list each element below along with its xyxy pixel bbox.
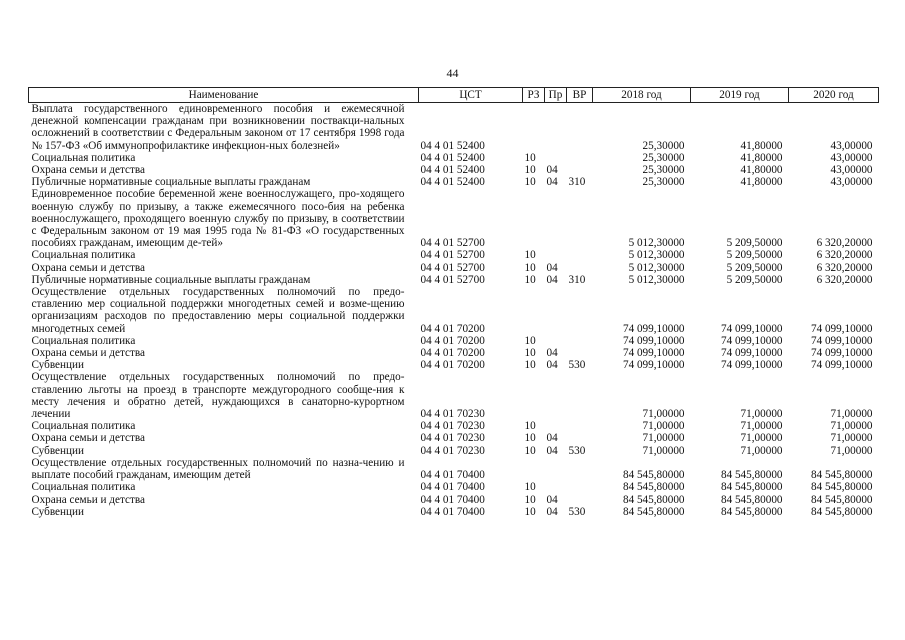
row-value-2020: 71,00000 xyxy=(830,432,873,445)
row-rz: 10 xyxy=(524,347,536,360)
row-name: Охрана семьи и детства xyxy=(31,432,145,445)
row-value-2020: 43,00000 xyxy=(830,164,873,177)
row-cst: 04 4 01 52700 xyxy=(420,249,485,262)
row-pr: 04 xyxy=(546,444,558,457)
row-vr xyxy=(567,262,593,274)
row-value-2020: 71,00000 xyxy=(830,420,873,433)
table-row xyxy=(29,103,879,152)
row-rz: 10 xyxy=(524,493,536,506)
table-row xyxy=(29,249,879,261)
row-rz: 10 xyxy=(524,151,536,164)
row-value-2019: 5 209,50000 xyxy=(726,237,783,250)
row-rz: 10 xyxy=(524,432,536,445)
row-value-2020: 74 099,10000 xyxy=(810,359,873,372)
header-rz: РЗ xyxy=(523,88,545,103)
row-pr: 04 xyxy=(546,493,558,506)
row-name: Социальная политика xyxy=(31,249,136,262)
row-name: Единовременное пособие беременной жене военнослужащего, про-ходящего военную службу по призыву, а также ежемесячного посо-бия на ребенка военнослужащего, проходящего военную службу по призыву, в соответствии с Федеральным законом от 19 мая 1995 года № 81-ФЗ «О государственных пособиях гражданам, имеющим де-тей» xyxy=(31,188,405,250)
row-value-2018: 5 012,30000 xyxy=(628,249,685,262)
row-name: Субвенции xyxy=(31,505,84,518)
row-value-2020: 84 545,80000 xyxy=(810,493,873,506)
row-value-2019: 74 099,10000 xyxy=(720,322,783,335)
row-value-2019: 74 099,10000 xyxy=(720,334,783,347)
row-cst: 04 4 01 70400 xyxy=(420,469,485,482)
row-value-2020: 6 320,20000 xyxy=(816,237,873,250)
row-value-2019: 71,00000 xyxy=(740,420,783,433)
row-name: Социальная политика xyxy=(31,420,136,433)
row-value-2020: 74 099,10000 xyxy=(810,322,873,335)
row-vr xyxy=(567,249,593,261)
row-rz: 10 xyxy=(524,249,536,262)
row-value-2018: 71,00000 xyxy=(642,420,685,433)
row-name: Осуществление отдельных государственных полномочий по предо-ставлению льготы на проезд в транспорте междугородного сообще-ния к месту лечения и обратно детей, нуждающихся в санаторно-курортном лечении xyxy=(31,371,405,421)
row-value-2020: 6 320,20000 xyxy=(816,249,873,262)
row-name: Осуществление отдельных государственных полномочий по предо-ставлению мер социальной поддержки многодетных семей и возме-щению организациям расходов по предоставлению меры социальной поддержки многодетных семей xyxy=(31,286,405,335)
row-pr: 04 xyxy=(546,164,558,177)
row-value-2018: 25,30000 xyxy=(642,151,685,164)
row-cst: 04 4 01 70400 xyxy=(420,481,485,494)
header-2019: 2019 год xyxy=(691,88,789,103)
table-row xyxy=(29,286,879,335)
row-rz: 10 xyxy=(524,481,536,494)
row-vr xyxy=(567,335,593,347)
row-value-2019: 5 209,50000 xyxy=(726,249,783,262)
row-vr: 530 xyxy=(568,444,586,457)
row-rz xyxy=(523,286,545,335)
row-value-2019: 71,00000 xyxy=(740,444,783,457)
table-row xyxy=(29,359,879,371)
row-value-2018: 71,00000 xyxy=(642,432,685,445)
row-value-2019: 5 209,50000 xyxy=(726,273,783,286)
row-pr xyxy=(545,481,567,493)
row-rz: 10 xyxy=(524,164,536,177)
table-row xyxy=(29,274,879,286)
row-cst: 04 4 01 70230 xyxy=(420,444,485,457)
row-vr xyxy=(567,420,593,432)
row-rz xyxy=(523,188,545,249)
row-rz xyxy=(523,457,545,481)
row-pr: 04 xyxy=(546,261,558,274)
row-pr xyxy=(545,420,567,432)
row-name: Охрана семьи и детства xyxy=(31,493,145,506)
row-cst: 04 4 01 70200 xyxy=(420,334,485,347)
header-pr: Пр xyxy=(545,88,567,103)
row-cst: 04 4 01 52700 xyxy=(420,237,485,250)
row-rz xyxy=(523,103,545,152)
row-pr xyxy=(545,188,567,249)
row-value-2018: 71,00000 xyxy=(642,444,685,457)
row-vr xyxy=(567,188,593,249)
page-number: 44 xyxy=(446,66,459,80)
row-value-2020: 43,00000 xyxy=(830,176,873,189)
row-pr: 04 xyxy=(546,359,558,372)
row-rz: 10 xyxy=(524,505,536,518)
table-row xyxy=(29,347,879,359)
row-value-2018: 71,00000 xyxy=(642,408,685,421)
row-cst: 04 4 01 70200 xyxy=(420,347,485,360)
row-cst: 04 4 01 70200 xyxy=(420,359,485,372)
row-value-2019: 84 545,80000 xyxy=(720,481,783,494)
row-value-2020: 84 545,80000 xyxy=(810,469,873,482)
table-row xyxy=(29,152,879,164)
header-2018: 2018 год xyxy=(593,88,691,103)
row-name: Социальная политика xyxy=(31,151,136,164)
row-pr: 04 xyxy=(546,176,558,189)
row-name: Выплата государственного единовременного пособия и ежемесячной денежной компенсации гражданам при возникновении поствакци-нальных осложнений в соответствии с Федеральным законом от 17 сентября 1998 года № 157-ФЗ «Об иммунопрофилактике инфекцион-ных болезней» xyxy=(31,103,405,152)
row-pr: 04 xyxy=(546,273,558,286)
row-name: Осуществление отдельных государственных полномочий по назна-чению и выплате пособий гражданам, имеющим детей xyxy=(31,456,405,482)
row-value-2018: 5 012,30000 xyxy=(628,237,685,250)
row-value-2018: 84 545,80000 xyxy=(622,493,685,506)
table-row xyxy=(29,420,879,432)
table-row xyxy=(29,371,879,420)
row-value-2019: 41,80000 xyxy=(740,151,783,164)
row-value-2018: 84 545,80000 xyxy=(622,469,685,482)
row-name: Субвенции xyxy=(31,444,84,457)
row-value-2020: 74 099,10000 xyxy=(810,334,873,347)
row-vr xyxy=(567,164,593,176)
row-vr: 310 xyxy=(568,176,586,189)
row-value-2019: 41,80000 xyxy=(740,164,783,177)
row-pr xyxy=(545,371,567,420)
table-row xyxy=(29,506,879,518)
row-pr xyxy=(545,152,567,164)
row-name: Публичные нормативные социальные выплаты гражданам xyxy=(31,176,311,189)
row-cst: 04 4 01 52700 xyxy=(420,261,485,274)
row-value-2018: 74 099,10000 xyxy=(622,334,685,347)
table-row xyxy=(29,164,879,176)
header-cst: ЦСТ xyxy=(419,88,523,103)
row-name: Социальная политика xyxy=(31,334,136,347)
row-value-2020: 6 320,20000 xyxy=(816,273,873,286)
row-pr xyxy=(545,335,567,347)
row-value-2020: 71,00000 xyxy=(830,444,873,457)
row-cst: 04 4 01 52400 xyxy=(420,176,485,189)
row-pr xyxy=(545,249,567,261)
row-value-2019: 41,80000 xyxy=(740,139,783,152)
row-value-2018: 25,30000 xyxy=(642,164,685,177)
row-value-2019: 71,00000 xyxy=(740,432,783,445)
row-value-2019: 84 545,80000 xyxy=(720,505,783,518)
header-name: Наименование xyxy=(29,88,419,103)
row-pr: 04 xyxy=(546,432,558,445)
header-vr: ВР xyxy=(567,88,593,103)
table-row xyxy=(29,335,879,347)
row-name: Социальная политика xyxy=(31,481,136,494)
row-rz: 10 xyxy=(524,444,536,457)
row-value-2020: 6 320,20000 xyxy=(816,261,873,274)
row-pr: 04 xyxy=(546,505,558,518)
row-vr: 530 xyxy=(568,505,586,518)
row-cst: 04 4 01 70230 xyxy=(420,432,485,445)
row-pr xyxy=(545,103,567,152)
row-value-2019: 84 545,80000 xyxy=(720,493,783,506)
row-rz: 10 xyxy=(524,359,536,372)
row-value-2019: 74 099,10000 xyxy=(720,359,783,372)
row-value-2019: 74 099,10000 xyxy=(720,347,783,360)
row-value-2018: 84 545,80000 xyxy=(622,481,685,494)
row-vr xyxy=(567,347,593,359)
row-value-2019: 5 209,50000 xyxy=(726,261,783,274)
table-row xyxy=(29,494,879,506)
table-row xyxy=(29,432,879,444)
row-value-2020: 84 545,80000 xyxy=(810,481,873,494)
row-name: Охрана семьи и детства xyxy=(31,347,145,360)
row-vr xyxy=(567,286,593,335)
row-cst: 04 4 01 70400 xyxy=(420,493,485,506)
table-row xyxy=(29,445,879,457)
row-vr xyxy=(567,371,593,420)
row-cst: 04 4 01 70230 xyxy=(420,408,485,421)
table-row xyxy=(29,188,879,249)
row-name: Субвенции xyxy=(31,359,84,372)
row-cst: 04 4 01 52700 xyxy=(420,273,485,286)
row-rz: 10 xyxy=(524,420,536,433)
row-value-2020: 43,00000 xyxy=(830,151,873,164)
row-value-2018: 74 099,10000 xyxy=(622,347,685,360)
row-value-2020: 43,00000 xyxy=(830,139,873,152)
row-value-2020: 84 545,80000 xyxy=(810,505,873,518)
table-row xyxy=(29,481,879,493)
row-value-2020: 71,00000 xyxy=(830,408,873,421)
row-value-2018: 84 545,80000 xyxy=(622,505,685,518)
row-pr xyxy=(545,457,567,481)
row-name: Охрана семьи и детства xyxy=(31,261,145,274)
row-value-2018: 74 099,10000 xyxy=(622,322,685,335)
row-cst: 04 4 01 52400 xyxy=(420,164,485,177)
row-vr: 310 xyxy=(568,273,586,286)
row-value-2018: 5 012,30000 xyxy=(628,261,685,274)
table-row xyxy=(29,262,879,274)
row-rz: 10 xyxy=(524,176,536,189)
row-cst: 04 4 01 52400 xyxy=(420,151,485,164)
row-value-2020: 74 099,10000 xyxy=(810,347,873,360)
row-vr xyxy=(567,457,593,481)
row-cst: 04 4 01 70230 xyxy=(420,420,485,433)
row-vr xyxy=(567,494,593,506)
row-vr xyxy=(567,103,593,152)
row-cst: 04 4 01 70200 xyxy=(420,322,485,335)
row-vr: 530 xyxy=(568,359,586,372)
row-value-2019: 71,00000 xyxy=(740,408,783,421)
row-rz: 10 xyxy=(524,261,536,274)
table-row xyxy=(29,457,879,481)
table-body xyxy=(29,103,879,518)
budget-table xyxy=(28,87,879,518)
row-cst: 04 4 01 52400 xyxy=(420,139,485,152)
table-header xyxy=(29,88,879,103)
row-name: Охрана семьи и детства xyxy=(31,164,145,177)
table-row xyxy=(29,176,879,188)
row-cst: 04 4 01 70400 xyxy=(420,505,485,518)
row-rz: 10 xyxy=(524,273,536,286)
row-rz: 10 xyxy=(524,334,536,347)
row-value-2018: 25,30000 xyxy=(642,176,685,189)
row-pr xyxy=(545,286,567,335)
row-value-2019: 84 545,80000 xyxy=(720,469,783,482)
row-pr: 04 xyxy=(546,347,558,360)
row-value-2018: 74 099,10000 xyxy=(622,359,685,372)
row-value-2018: 5 012,30000 xyxy=(628,273,685,286)
row-rz xyxy=(523,371,545,420)
header-2020: 2020 год xyxy=(789,88,879,103)
row-vr xyxy=(567,152,593,164)
row-vr xyxy=(567,432,593,444)
row-value-2019: 41,80000 xyxy=(740,176,783,189)
row-value-2018: 25,30000 xyxy=(642,139,685,152)
row-vr xyxy=(567,481,593,493)
row-name: Публичные нормативные социальные выплаты гражданам xyxy=(31,273,311,286)
